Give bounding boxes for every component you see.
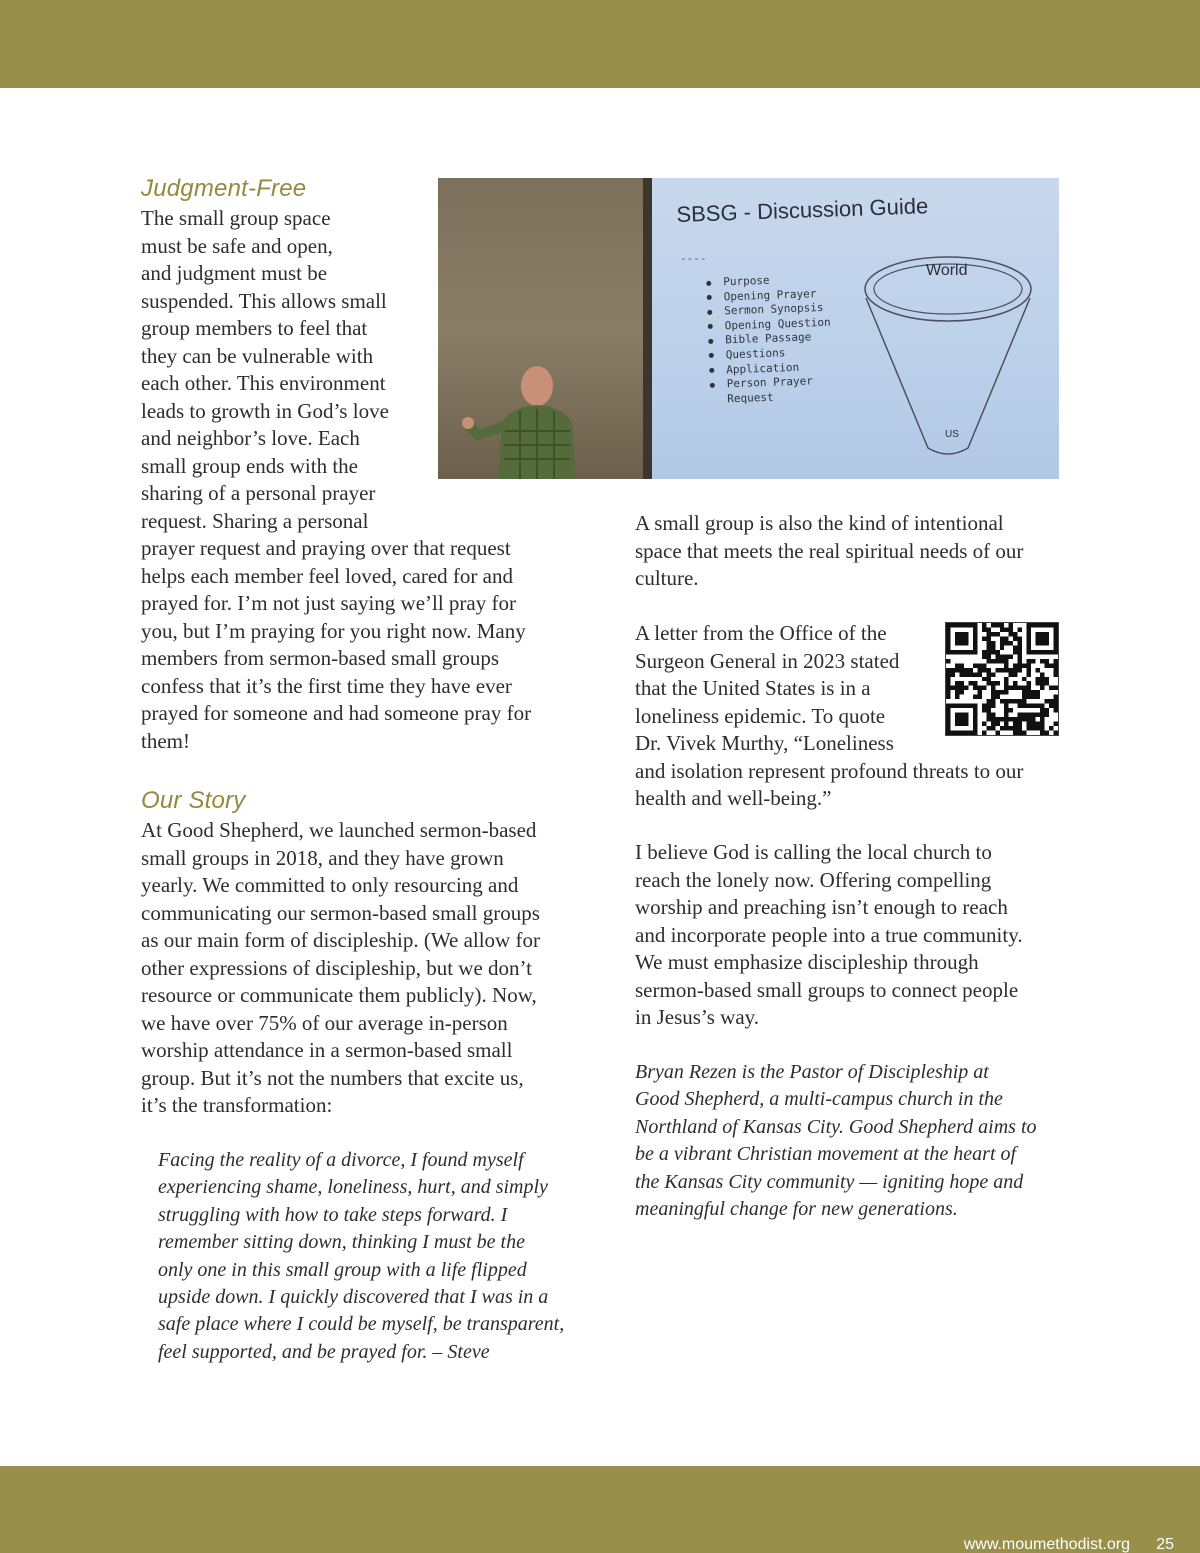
bio-text-line: Bryan Rezen is the Pastor of Discipleship at xyxy=(635,1061,989,1083)
body-text-line: and incorporate people into a true community. xyxy=(635,922,1023,947)
body-text-line: prayed for. I’m not just saying we’ll pray for xyxy=(141,591,516,615)
body-text-line: in Jesus’s way. xyxy=(635,1005,760,1029)
body-text-line: members from sermon-based small groups xyxy=(141,646,500,670)
body-text-line: it’s the transformation: xyxy=(141,1093,333,1117)
quote-text-line: feel supported, and be prayed for. – Steve xyxy=(158,1340,490,1363)
body-text-line: and judgment must be xyxy=(141,261,328,285)
body-text-line: At Good Shepherd, we launched sermon-based xyxy=(141,818,537,842)
quote-text-line: remember sitting down, thinking I must be the xyxy=(158,1231,525,1254)
body-text-line: prayer request and praying over that request xyxy=(141,536,511,560)
slide-bullet-label: Opening Question xyxy=(724,315,831,333)
body-text-line: Surgeon General in 2023 stated xyxy=(635,648,900,673)
body-text-line: sharing of a personal prayer xyxy=(141,481,376,505)
quote-text-line: upside down. I quickly discovered that I was in a xyxy=(158,1286,549,1308)
quote-text-line: safe place where I could be myself, be transparent, xyxy=(158,1313,565,1336)
body-text-line: and isolation represent profound threats to our xyxy=(635,758,1024,783)
slide-bullet-label: Questions xyxy=(725,346,786,362)
body-text-line: request. Sharing a personal xyxy=(141,508,369,533)
body-text-line: suspended. This allows small xyxy=(141,288,387,313)
body-text-line: sermon-based small groups to connect people xyxy=(635,977,1019,1002)
body-text-line: them! xyxy=(141,728,190,753)
bullet-dot-icon xyxy=(707,295,712,300)
slide-bullet-label: Opening Prayer xyxy=(723,286,817,303)
body-text-line: as our main form of discipleship. (We allow for xyxy=(141,928,540,952)
bullet-dot-icon xyxy=(710,382,715,387)
body-text-line: health and well-being.” xyxy=(635,786,832,810)
body-text-line: resource or communicate them publicly). Now, xyxy=(141,983,537,1007)
bio-text-line: Northland of Kansas City. Good Shepherd aims to xyxy=(635,1115,1037,1138)
body-text-line: they can be vulnerable with xyxy=(141,343,374,368)
quote-text-line: Facing the reality of a divorce, I found myself xyxy=(158,1149,524,1171)
body-text-line: I believe God is calling the local church to xyxy=(635,840,992,864)
bullet-dot-icon xyxy=(706,280,711,285)
footer-website[interactable]: www.moumethodist.org xyxy=(963,1536,1130,1553)
body-text-line: The small group space xyxy=(141,206,331,230)
slide-bullet-label: Sermon Synopsis xyxy=(724,301,824,318)
bullet-dot-icon xyxy=(708,324,713,329)
slide-divider: ---- xyxy=(680,252,707,265)
slide-bullet-list xyxy=(706,272,833,408)
body-text-line: communicating our sermon-based small groups xyxy=(141,900,540,925)
body-text-line: worship and preaching isn’t enough to reach xyxy=(635,895,1008,919)
body-text-line: culture. xyxy=(635,566,699,590)
bio-text-line: be a vibrant Christian movement at the heart of xyxy=(635,1143,1017,1166)
slide-bullet-continuation: Request xyxy=(727,390,774,406)
body-text-line: leads to growth in God’s love xyxy=(141,398,389,423)
top-color-band xyxy=(0,0,1200,88)
bio-text-line: the Kansas City community — igniting hope and xyxy=(635,1170,1024,1193)
slide-bullet-label: Purpose xyxy=(722,273,770,289)
body-text-line: other expressions of discipleship, but we don’t xyxy=(141,955,532,980)
funnel-top-label: World xyxy=(926,262,968,279)
funnel-bottom-label: US xyxy=(945,429,959,440)
body-text-line: group members to feel that xyxy=(141,316,368,340)
body-text-line: space that meets the real spiritual needs of our xyxy=(635,538,1024,563)
body-text-line: A letter from the Office of the xyxy=(635,621,887,645)
bullet-dot-icon xyxy=(708,339,713,344)
body-text-line: confess that it’s the first time they have ever xyxy=(141,673,512,698)
body-text-line: A small group is also the kind of intentional xyxy=(635,511,1004,535)
bio-text-line: meaningful change for new generations. xyxy=(635,1198,958,1220)
heading-our-story: Our Story xyxy=(141,787,246,814)
slide-title: SBSG - Discussion Guide xyxy=(676,193,929,227)
body-text-line: reach the lonely now. Offering compelling xyxy=(635,867,992,892)
body-text-line: group. But it’s not the numbers that excite us, xyxy=(141,1065,524,1090)
speaker-photo xyxy=(438,178,1059,479)
body-text-line: helps each member feel loved, cared for and xyxy=(141,563,513,588)
slide-bullet-label: Application xyxy=(726,360,800,376)
body-text-line: yearly. We committed to only resourcing and xyxy=(141,873,519,897)
bullet-dot-icon xyxy=(709,368,714,373)
bullet-dot-icon xyxy=(709,353,714,358)
body-text-line: small group ends with the xyxy=(141,453,358,478)
heading-judgment-free: Judgment-Free xyxy=(141,175,307,202)
bullet-dot-icon xyxy=(707,309,712,314)
qr-code-pattern xyxy=(946,623,1058,735)
quote-text-line: only one in this small group with a life flipped xyxy=(158,1258,527,1281)
body-text-line: we have over 75% of our average in-person xyxy=(141,1010,508,1035)
page-number: 25 xyxy=(1156,1536,1174,1553)
body-text-line: each other. This environment xyxy=(141,371,386,395)
body-text-line: prayed for someone and had someone pray for xyxy=(141,701,532,725)
body-text-line: We must emphasize discipleship through xyxy=(635,950,979,974)
body-text-line: worship attendance in a sermon-based small xyxy=(141,1038,513,1062)
body-text-line: that the United States is in a xyxy=(635,676,871,700)
quote-text-line: experiencing shame, loneliness, hurt, and simply xyxy=(158,1176,548,1199)
speaker-figure-icon xyxy=(458,353,618,479)
slide-bullet-label: Person Prayer xyxy=(726,374,814,391)
body-text-line: must be safe and open, xyxy=(141,233,333,258)
qr-code-icon[interactable] xyxy=(945,622,1059,736)
body-text-line: and neighbor’s love. Each xyxy=(141,426,360,450)
body-text-line: loneliness epidemic. To quote xyxy=(635,703,886,728)
body-text-line: small groups in 2018, and they have grown xyxy=(141,845,504,870)
bio-text-line: Good Shepherd, a multi-campus church in the xyxy=(635,1088,1003,1111)
slide-bullet-label: Bible Passage xyxy=(725,330,812,347)
body-text-line: you, but I’m praying for you right now. Many xyxy=(141,618,526,643)
body-text-line: Dr. Vivek Murthy, “Loneliness xyxy=(635,731,894,755)
quote-text-line: struggling with how to take steps forward. I xyxy=(158,1203,508,1226)
